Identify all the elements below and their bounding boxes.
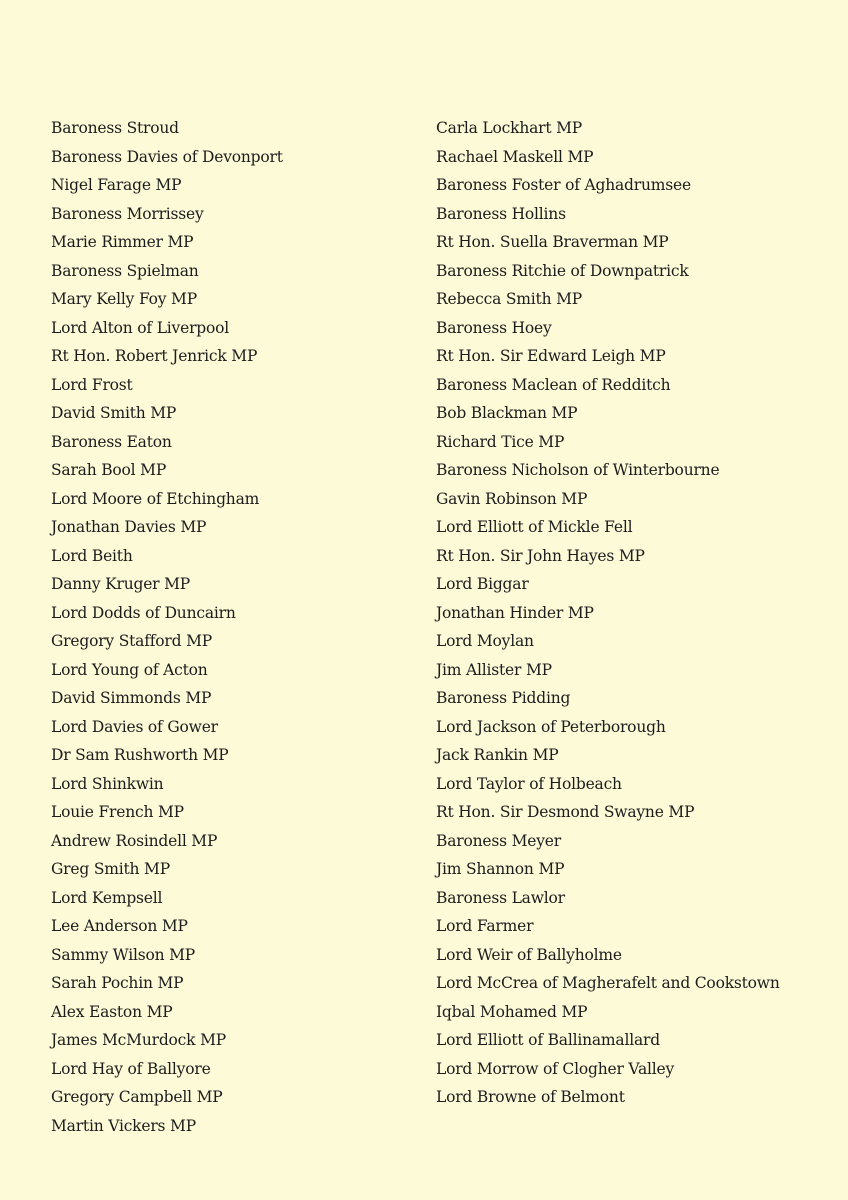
- signatory-name: Sarah Bool MP: [51, 461, 167, 479]
- signatory-name: Rebecca Smith MP: [436, 290, 582, 308]
- signatory-name: Lord Beith: [51, 546, 133, 565]
- signatory-name: Baroness Eaton: [51, 432, 172, 451]
- signatory-name: Nigel Farage MP: [51, 176, 182, 194]
- signatory-name: Baroness Hoey: [436, 318, 552, 337]
- signatory-name: David Smith MP: [51, 404, 177, 422]
- signatory-name: Martin Vickers MP: [51, 1116, 196, 1135]
- signatory-name: Andrew Rosindell MP: [51, 831, 218, 850]
- signatory-name: Lord Moore of Etchingham: [51, 489, 260, 508]
- signatory-name: Lord Hay of Ballyore: [51, 1059, 211, 1078]
- signatory-name: David Simmonds MP: [51, 689, 212, 707]
- signatory-name: Sarah Pochin MP: [51, 974, 184, 992]
- signatory-name: Gregory Campbell MP: [51, 1088, 223, 1106]
- signatory-name: Baroness Hollins: [436, 204, 566, 223]
- signatory-name: Bob Blackman MP: [436, 404, 578, 422]
- signatory-name: Lord Weir of Ballyholme: [436, 945, 622, 964]
- signatory-name: Gavin Robinson MP: [436, 489, 588, 508]
- signatory-name: Baroness Nicholson of Winterbourne: [436, 461, 720, 479]
- signatory-name: Lord Taylor of Holbeach: [436, 774, 622, 793]
- signatory-name: Baroness Ritchie of Downpatrick: [436, 261, 689, 280]
- signatory-name: Baroness Meyer: [436, 831, 561, 850]
- signatory-name: Greg Smith MP: [51, 860, 170, 878]
- signatory-name: Jonathan Davies MP: [51, 518, 207, 536]
- signatory-name: Rt Hon. Robert Jenrick MP: [51, 347, 258, 365]
- signatory-name: Lord Young of Acton: [51, 660, 208, 679]
- signatory-name: Jim Allister MP: [436, 660, 552, 679]
- signatory-name: Lord Dodds of Duncairn: [51, 603, 236, 622]
- signatory-name: Iqbal Mohamed MP: [436, 1002, 588, 1021]
- signatory-name: Gregory Stafford MP: [51, 632, 212, 650]
- signatory-name: Lord Shinkwin: [51, 774, 164, 793]
- signatory-name: Lord Frost: [51, 375, 133, 394]
- signatory-name: Richard Tice MP: [436, 432, 565, 451]
- signatory-name: Lord Kempsell: [51, 888, 163, 907]
- signatory-name: Lord McCrea of Magherafelt and Cookstown: [436, 974, 780, 992]
- signatory-name: Baroness Stroud: [51, 119, 179, 137]
- signatory-name: Lord Farmer: [436, 917, 534, 935]
- signatory-name: Baroness Lawlor: [436, 888, 565, 907]
- signatory-name: Baroness Davies of Devonport: [51, 147, 283, 166]
- signatory-name: Lord Elliott of Mickle Fell: [436, 518, 633, 536]
- signatory-name: Marie Rimmer MP: [51, 233, 194, 251]
- signatory-name: Jack Rankin MP: [436, 746, 559, 764]
- signatory-name: Danny Kruger MP: [51, 575, 191, 593]
- signatory-name: Lord Elliott of Ballinamallard: [436, 1031, 660, 1049]
- signatory-name: Rt Hon. Sir Desmond Swayne MP: [436, 803, 695, 821]
- signatory-list-left: [51, 114, 421, 1140]
- signatory-name: Lord Jackson of Peterborough: [436, 717, 666, 736]
- signatory-name: Lord Biggar: [436, 575, 529, 593]
- signatory-name: Rt Hon. Sir John Hayes MP: [436, 546, 645, 565]
- signatory-name: Mary Kelly Foy MP: [51, 290, 197, 308]
- signatory-name: Baroness Maclean of Redditch: [436, 375, 671, 394]
- signatory-name: James McMurdock MP: [51, 1031, 226, 1049]
- signatory-name: Rachael Maskell MP: [436, 147, 594, 166]
- signatory-name: Sammy Wilson MP: [51, 945, 196, 964]
- signatory-name: Alex Easton MP: [51, 1002, 173, 1021]
- signatory-name: Jim Shannon MP: [436, 860, 565, 878]
- signatory-name: Rt Hon. Suella Braverman MP: [436, 233, 669, 251]
- signatory-name: Baroness Foster of Aghadrumsee: [436, 176, 691, 194]
- signatory-name: Carla Lockhart MP: [436, 119, 583, 137]
- signatory-name: Louie French MP: [51, 803, 184, 821]
- signatory-name: Lord Moylan: [436, 632, 534, 650]
- signatory-name: Rt Hon. Sir Edward Leigh MP: [436, 347, 666, 365]
- signatory-name: Lord Alton of Liverpool: [51, 318, 230, 337]
- signatory-name: Jonathan Hinder MP: [436, 603, 594, 622]
- signatory-name: Lord Browne of Belmont: [436, 1088, 625, 1106]
- signatory-name: Lee Anderson MP: [51, 917, 188, 935]
- signatory-name: Baroness Morrissey: [51, 204, 204, 223]
- signatory-name: Baroness Spielman: [51, 261, 199, 280]
- signatory-name: Lord Davies of Gower: [51, 717, 218, 736]
- signatory-name: Dr Sam Rushworth MP: [51, 746, 229, 764]
- signatory-name: Baroness Pidding: [436, 689, 571, 707]
- signatory-name: Lord Morrow of Clogher Valley: [436, 1059, 675, 1078]
- signatory-list-right: [436, 114, 836, 1112]
